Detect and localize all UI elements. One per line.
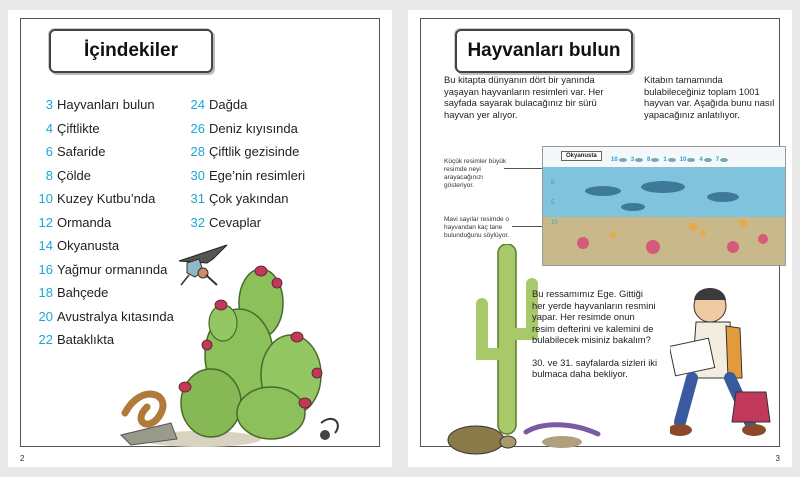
left-page-frame <box>20 18 380 447</box>
toc-page-number: 3 <box>45 97 53 112</box>
toc-label: Cevaplar <box>209 214 262 230</box>
toc-page-number: 31 <box>190 191 205 206</box>
toc-page-number: 6 <box>45 144 53 159</box>
mini-count-item <box>611 157 627 163</box>
toc-entry <box>31 93 174 117</box>
toc-page-number: 18 <box>38 285 53 300</box>
toc-page-number: 30 <box>190 167 205 183</box>
mini-count-number: 10 <box>611 157 618 163</box>
toc-label: Çölde <box>57 167 91 183</box>
toc-label: Dağda <box>209 97 248 112</box>
toc-label: Okyanusta <box>57 238 120 253</box>
toc-page-number: 14 <box>38 238 53 253</box>
mini-left-count: 5 <box>551 200 555 206</box>
callout-small-pictures: Küçük resimler büyük resimde neyi arayacağınızı gösteriyor. <box>444 158 507 189</box>
toc-entry <box>31 117 174 141</box>
right-page-number: 3 <box>775 454 780 463</box>
toc-label: Çiftlik gezisinde <box>209 144 300 159</box>
ocean-preview-scene <box>543 147 785 265</box>
mini-count-item <box>680 157 696 163</box>
mini-left-count: 10 <box>551 220 558 226</box>
toc-entry <box>183 117 305 141</box>
callout-blue-numbers: Mavi sayılar resimde o hayvandan kaç tane bulunduğunu söylüyor. <box>444 216 510 239</box>
toc-page-number: 20 <box>38 308 53 324</box>
contents-title: İçindekiler <box>49 29 213 73</box>
mini-count-item <box>716 157 728 163</box>
toc-entry <box>183 187 305 211</box>
intro-text-left: Bu kitapta dünyanın dört bir yanında yaşayan hayvanların resimleri var. Her sayfada sayarak bulacağınız bir sürü hayvan yer alıyor. <box>444 74 604 120</box>
toc-label: Ege’nin resimleri <box>209 167 306 183</box>
toc-page-number: 22 <box>38 332 53 347</box>
toc-page-number: 32 <box>190 214 205 230</box>
toc-page-number: 8 <box>45 167 53 183</box>
toc-entry <box>31 187 174 211</box>
toc-entry <box>183 93 305 117</box>
toc-page-number: 16 <box>38 261 53 277</box>
toc-page-number: 12 <box>38 214 53 230</box>
toc-entry <box>183 140 305 164</box>
toc-page-number: 26 <box>190 120 205 136</box>
toc-entry <box>31 211 174 235</box>
toc-label: Çok yakından <box>209 191 289 206</box>
fish-icon <box>635 158 643 162</box>
toc-label: Avustralya kıtasında <box>57 308 174 324</box>
artist-ege-illustration <box>670 282 780 452</box>
mini-count-number: 1 <box>663 157 667 163</box>
mini-left-count: 8 <box>551 180 555 186</box>
toc-label: Ormanda <box>57 214 112 230</box>
toc-label: Safaride <box>57 144 106 159</box>
fish-icon <box>720 158 728 162</box>
mini-count-number: 7 <box>715 157 720 163</box>
toc-label: Kuzey Kutbu’nda <box>57 191 156 206</box>
toc-entry <box>183 164 305 188</box>
cactus-illustration <box>111 263 351 453</box>
toc-entry <box>31 164 174 188</box>
mini-count-number: 3 <box>630 157 635 163</box>
ocean-preview-counts <box>611 157 728 163</box>
mini-count-item <box>663 157 675 163</box>
ocean-preview-left-counts <box>551 173 558 233</box>
mini-count-item <box>631 157 643 163</box>
mini-count-number: 4 <box>699 157 703 163</box>
fish-icon <box>687 158 695 162</box>
mini-count-number: 10 <box>679 157 687 163</box>
mini-count-item <box>699 157 711 163</box>
toc-label: Bahçede <box>57 285 109 300</box>
toc-entry <box>31 140 174 164</box>
artist-description <box>532 288 658 391</box>
artist-intro-text: Bu ressamımız Ege. Gittiği her yerde hayvanların resmini yapar. Her resimde onun resim defterini ve kalemini de bulabilecek misiniz bakalım? <box>532 288 656 345</box>
toc-label: Deniz kıyısında <box>209 120 298 136</box>
left-page-number: 2 <box>20 454 25 463</box>
intro-text-right: Kitabın tamamında bulabileceğiniz toplam 1001 hayvan var. Aşağıda bunu nasıl yapacağınız anlatılıyor. <box>644 74 775 120</box>
toc-page-number: 4 <box>45 120 53 136</box>
fish-icon <box>668 158 676 162</box>
left-page <box>8 10 392 467</box>
tortoise-illustration <box>438 418 518 458</box>
toc-entry <box>183 211 305 235</box>
fish-icon <box>651 158 659 162</box>
toc-column-2 <box>183 93 305 234</box>
right-page <box>408 10 792 467</box>
toc-label: Çiftlikte <box>57 120 100 136</box>
lizard-illustration <box>522 412 602 452</box>
toc-entry <box>31 234 174 258</box>
toc-label: Hayvanları bulun <box>57 97 155 112</box>
mini-count-number: 8 <box>647 157 651 163</box>
ocean-preview-title: Okyanusta <box>561 151 602 161</box>
find-animals-title: Hayvanları bulun <box>455 29 633 73</box>
toc-page-number: 28 <box>190 144 205 159</box>
toc-page-number: 10 <box>38 191 53 206</box>
toc-label: Yağmur ormanında <box>57 261 168 277</box>
fish-icon <box>619 158 627 162</box>
toc-label: Bataklıkta <box>57 332 115 347</box>
toc-page-number: 24 <box>190 97 205 112</box>
fish-icon <box>704 158 712 162</box>
puzzles-note-text: 30. ve 31. sayfalarda sizleri iki bulmaca daha bekliyor. <box>532 356 658 379</box>
ocean-preview-thumbnail <box>542 146 786 266</box>
mini-count-item <box>647 157 659 163</box>
